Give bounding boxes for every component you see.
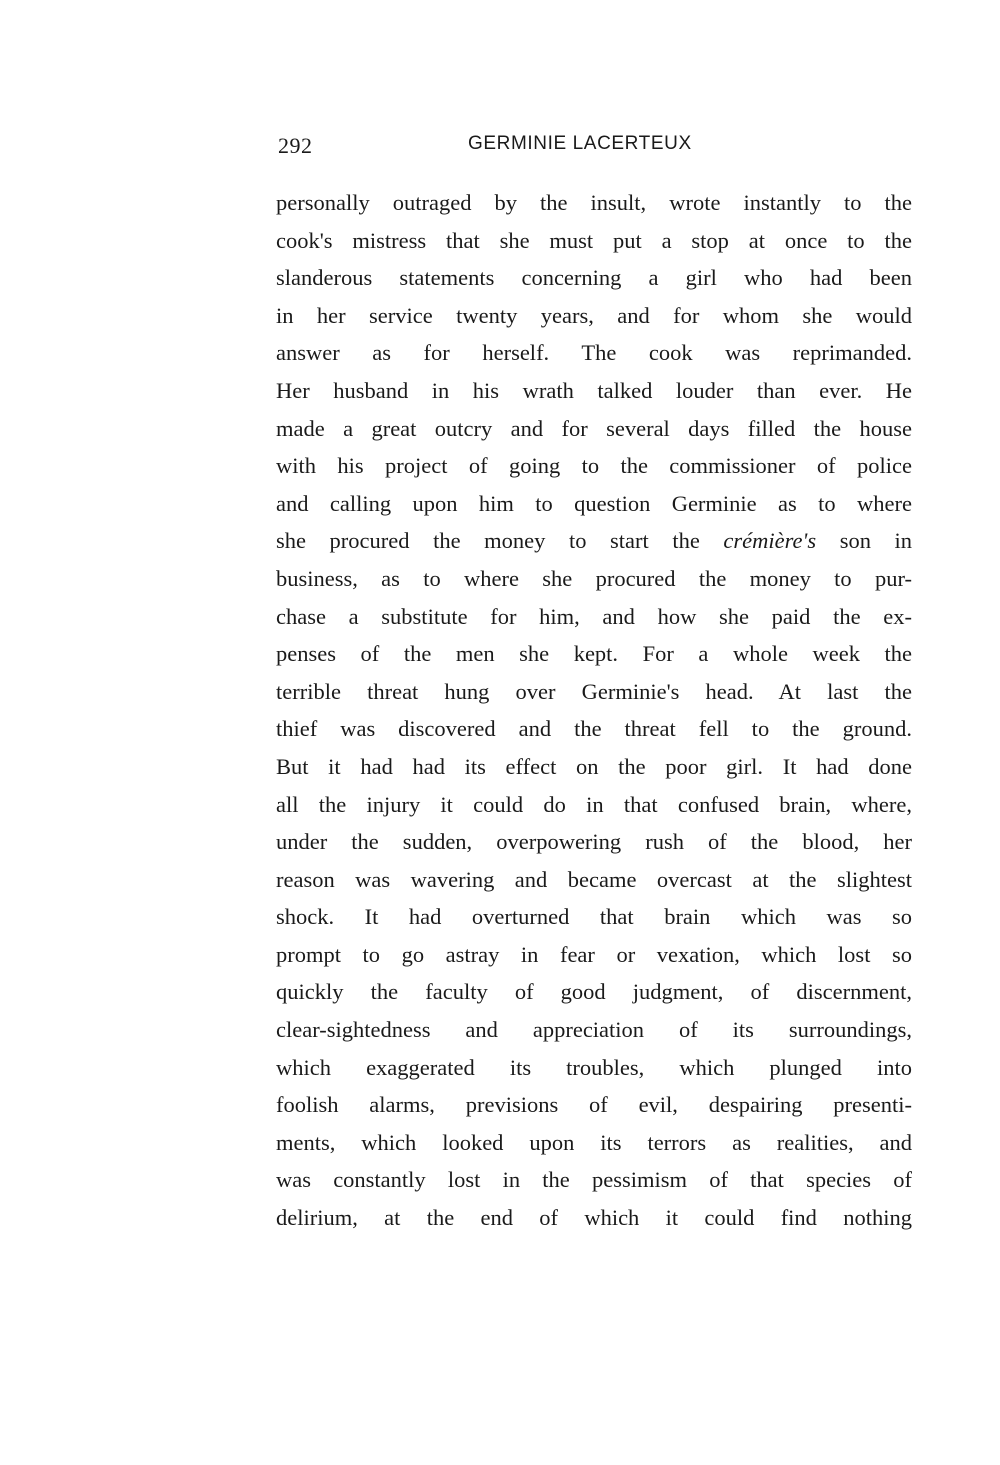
text-line: was constantly lost in the pessimism of that species of <box>276 1167 912 1193</box>
text-line: quickly the faculty of good judgment, of discernment, <box>276 979 912 1005</box>
text-line: penses of the men she kept. For a whole week the <box>276 641 912 667</box>
text-line-with-italic <box>276 522 912 560</box>
text-line: all the injury it could do in that confused brain, where, <box>276 791 912 817</box>
text-line: delirium, at the end of which it could find nothing <box>276 1205 912 1231</box>
text-line: and calling upon him to question Germinie as to where <box>276 490 912 516</box>
text-line: terrible threat hung over Germinie's head. At last the <box>276 678 912 704</box>
text-line: in her service twenty years, and for whom she would <box>276 302 912 328</box>
text-line: slanderous statements concerning a girl who had been <box>276 265 912 291</box>
text-line: personally outraged by the insult, wrote instantly to the <box>276 190 912 215</box>
italic-word: crémière's <box>723 528 817 554</box>
text-line: chase a substitute for him, and how she paid the ex- <box>276 603 912 629</box>
text-segment: son in <box>839 528 913 554</box>
text-line: ments, which looked upon its terrors as realities, and <box>276 1129 912 1155</box>
text-line: answer as for herself. The cook was reprimanded. <box>276 340 912 366</box>
text-line: Her husband in his wrath talked louder than ever. He <box>276 377 912 403</box>
text-line: business, as to where she procured the money to pur- <box>276 565 912 591</box>
text-line: under the sudden, overpowering rush of the blood, her <box>276 829 912 855</box>
text-line: with his project of going to the commissioner of police <box>276 453 912 479</box>
page-number: 292 <box>278 133 313 158</box>
running-title: GERMINIE LACERTEUX <box>468 133 692 154</box>
text-line: cook's mistress that she must put a stop at once to the <box>276 227 912 253</box>
text-line: clear-sightedness and appreciation of its surroundings, <box>276 1017 912 1043</box>
text-line: foolish alarms, previsions of evil, despairing presenti- <box>276 1092 912 1118</box>
text-line: thief was discovered and the threat fell to the ground. <box>276 716 912 742</box>
text-line: prompt to go astray in fear or vexation, which lost so <box>276 941 912 967</box>
text-line: made a great outcry and for several days filled the house <box>276 415 912 441</box>
text-line: reason was wavering and became overcast at the slightest <box>276 866 912 892</box>
text-line: shock. It had overturned that brain which was so <box>276 904 912 930</box>
text-segment: she procured the money to start the <box>276 528 700 554</box>
body-text <box>276 184 912 1237</box>
text-line: But it had had its effect on the poor girl. It had done <box>276 753 912 779</box>
text-line: which exaggerated its troubles, which plunged into <box>276 1054 912 1080</box>
